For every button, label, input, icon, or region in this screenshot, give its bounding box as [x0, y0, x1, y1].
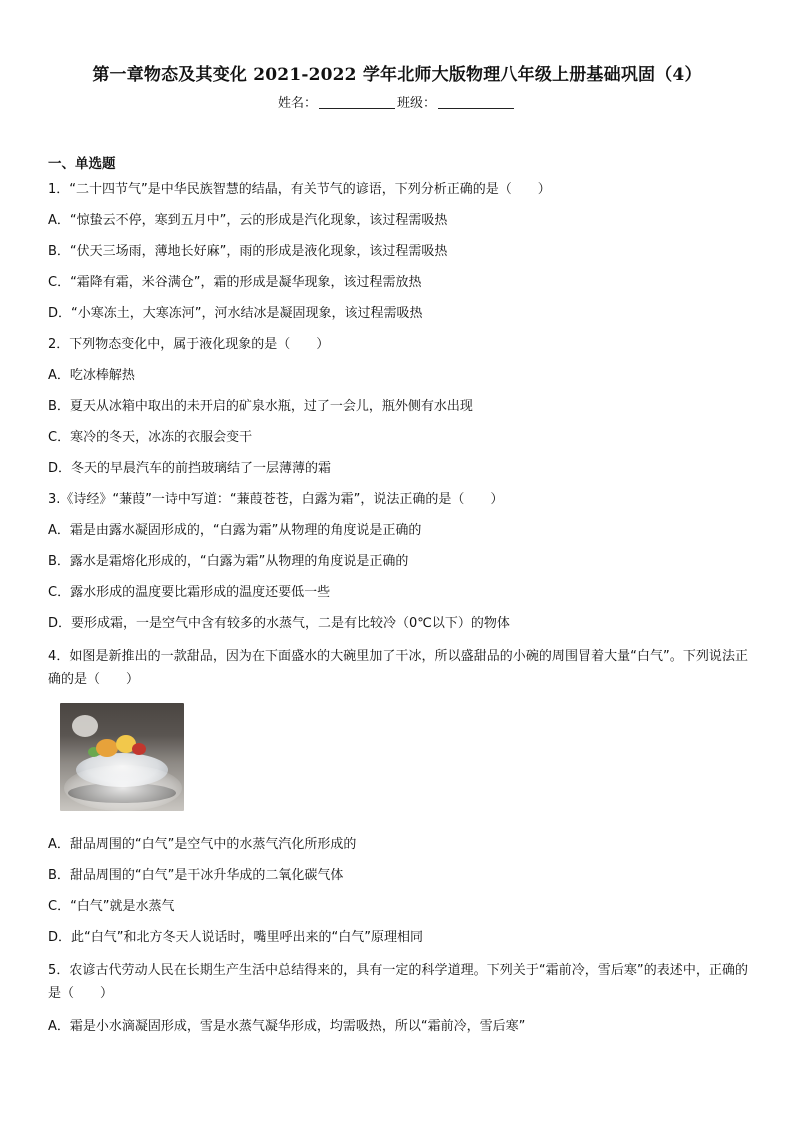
section-title: 一、单选题	[48, 156, 116, 172]
option-b: B．甜品周围的“白气”是干冰升华成的二氧化碳气体	[48, 868, 344, 883]
option-b: B．夏天从冰箱中取出的未开启的矿泉水瓶，过了一会儿，瓶外侧有水出现	[48, 399, 473, 414]
dessert-photo	[60, 703, 184, 811]
class-blank[interactable]	[438, 96, 514, 109]
option-a: A．霜是由露水凝固形成的，“白露为霜”从物理的角度说是正确的	[48, 523, 422, 538]
option-a: A．霜是小水滴凝固形成，雪是水蒸气凝华形成，均需吸热，所以“霜前冷，雪后寒”	[48, 1019, 526, 1034]
option-a: A．吃冰棒解热	[48, 368, 135, 383]
question-list	[48, 154, 748, 1048]
question-stem: 5．农谚古代劳动人民在长期生产生活中总结得来的，具有一定的科学道理。下列关于“霜前冷，雪后寒”的表述中，正确的是（ ）	[48, 963, 748, 1001]
option-d: D．“小寒冻土，大寒冻河”，河水结冰是凝固现象，该过程需吸热	[48, 306, 423, 321]
name-label: 姓名：	[277, 96, 317, 111]
option-a: A．甜品周围的“白气”是空气中的水蒸气汽化所形成的	[48, 837, 357, 852]
option-c: C．“霜降有霜，米谷满仓”，霜的形成是凝华现象，该过程需放热	[48, 275, 422, 290]
option-c: C．寒冷的冬天，冰冻的衣服会变干	[48, 430, 253, 445]
question-stem: 4．如图是新推出的一款甜品，因为在下面盛水的大碗里加了干冰，所以盛甜品的小碗的周围冒着大量“白气”。下列说法正确的是（ ）	[48, 649, 748, 687]
class-label: 班级：	[397, 96, 437, 111]
option-b: B．露水是霜熔化形成的，“白露为霜”从物理的角度说是正确的	[48, 554, 409, 569]
question-stem: 3.《诗经》“蒹葭”一诗中写道：“蒹葭苍苍，白露为霜”，说法正确的是（ ）	[48, 492, 504, 507]
option-d: D．要形成霜，一是空气中含有较多的水蒸气，二是有比较冷（0℃以下）的物体	[48, 616, 510, 631]
option-b: B．“伏天三场雨，薄地长好麻”，雨的形成是液化现象，该过程需吸热	[48, 244, 448, 259]
question-stem: 1．“二十四节气”是中华民族智慧的结晶，有关节气的谚语，下列分析正确的是（ ）	[48, 182, 551, 197]
question-stem: 2．下列物态变化中，属于液化现象的是（ ）	[48, 337, 330, 352]
option-d: D．此“白气”和北方冬天人说话时，嘴里呼出来的“白气”原理相同	[48, 930, 423, 945]
option-c: C．“白气”就是水蒸气	[48, 899, 175, 914]
worksheet-title: 第一章物态及其变化 2021-2022 学年北师大版物理八年级上册基础巩固（4）	[92, 65, 702, 85]
option-d: D．冬天的早晨汽车的前挡玻璃结了一层薄薄的霜	[48, 461, 332, 476]
option-c: C．露水形成的温度要比霜形成的温度还要低一些	[48, 585, 331, 600]
name-blank[interactable]	[319, 96, 395, 109]
option-a: A．“惊蛰云不停，寒到五月中”，云的形成是汽化现象，该过程需吸热	[48, 213, 448, 228]
student-info	[0, 92, 794, 111]
